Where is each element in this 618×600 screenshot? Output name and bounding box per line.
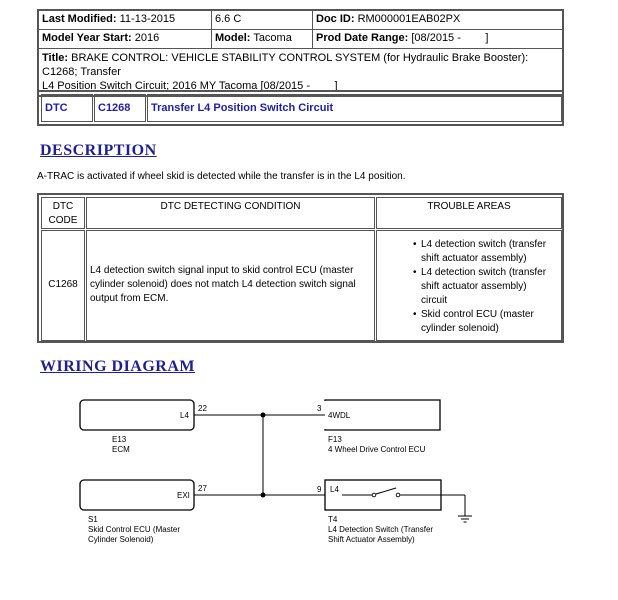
switch-lever xyxy=(376,488,396,494)
wiring-diagram-heading: WIRING DIAGRAM xyxy=(40,358,195,375)
title-cell: Title: BRAKE CONTROL: VEHICLE STABILITY CONTROL SYSTEM (for Hydraulic Brake Booster): C1268; Transfer L4 Position Switch Circuit; 2016 MY Tacoma [08/2015 - ] xyxy=(38,49,563,97)
dtc-name: Transfer L4 Position Switch Circuit xyxy=(147,94,562,122)
model-value: Tacoma xyxy=(253,32,292,44)
prod-date-value: [08/2015 - ] xyxy=(411,32,489,44)
ecm-box xyxy=(80,400,194,430)
row-condition: L4 detection switch signal input to skid control ECU (master cylinder solenoid) does not match L4 detection switch signal output from ECM. xyxy=(86,230,375,341)
skid-code: S1 xyxy=(88,515,98,524)
trouble-area-item: • L4 detection switch (transfer shift actuator assembly) xyxy=(411,238,558,266)
version-cell: 6.6 C xyxy=(212,10,313,30)
ecm-pin-number: 22 xyxy=(198,404,207,413)
switch-pin-label: L4 xyxy=(330,485,339,494)
col-trouble-areas-header: TROUBLE AREAS xyxy=(376,197,562,229)
skid-name-line1: Skid Control ECU (Master xyxy=(88,525,181,534)
fdcu-pin-label: 4WDL xyxy=(328,411,351,420)
doc-id-value: RM000001EAB02PX xyxy=(357,13,461,25)
skid-name-line2: Cylinder Solenoid) xyxy=(88,535,154,544)
trouble-area-item: • L4 detection switch (transfer shift actuator assembly) circuit xyxy=(411,266,558,308)
model-cell: Model: Tacoma xyxy=(212,30,313,49)
prod-date-cell: Prod Date Range: [08/2015 - ] xyxy=(313,30,564,49)
doc-id-cell: Doc ID: RM000001EAB02PX xyxy=(313,10,564,30)
model-year-cell: Model Year Start: 2016 xyxy=(38,30,212,49)
row-dtc-code: C1268 xyxy=(41,230,85,341)
trouble-area-item: • Skid control ECU (master cylinder solenoid) xyxy=(411,308,558,336)
fdcu-name: 4 Wheel Drive Control ECU xyxy=(328,445,426,454)
title-line2: L4 Position Switch Circuit; 2016 MY Tacoma [08/2015 - ] xyxy=(42,80,338,92)
fdcu-pin-number: 3 xyxy=(317,404,322,413)
last-modified-value: 11-13-2015 xyxy=(119,13,176,25)
col-condition-header: DTC DETECTING CONDITION xyxy=(86,197,375,229)
switch-contact-right xyxy=(396,493,400,497)
switch-contact-left xyxy=(372,493,376,497)
switch-code: T4 xyxy=(328,515,338,524)
switch-pin-number: 9 xyxy=(317,485,322,494)
description-heading: DESCRIPTION xyxy=(40,142,157,159)
switch-name-line1: L4 Detection Switch (Transfer xyxy=(328,525,434,534)
model-year-value: 2016 xyxy=(134,32,160,44)
fdcu-code: F13 xyxy=(328,435,342,444)
junction-dot-bottom xyxy=(261,493,266,498)
title-line1: BRAKE CONTROL: VEHICLE STABILITY CONTROL SYSTEM (for Hydraulic Brake Booster): C1268; Transfer xyxy=(42,52,529,78)
ecm-name: ECM xyxy=(112,445,130,454)
switch-name-line2: Shift Actuator Assembly) xyxy=(328,535,415,544)
description-text: A-TRAC is activated if wheel skid is detected while the transfer is in the L4 position. xyxy=(37,171,406,182)
last-modified-cell: Last Modified: 11-13-2015 xyxy=(38,10,212,30)
skid-pin-label: EXI xyxy=(177,491,190,500)
dtc-code: C1268 xyxy=(94,94,146,122)
junction-dot-top xyxy=(261,413,266,418)
col-dtc-code-header: DTC CODE xyxy=(41,197,85,229)
ecm-code: E13 xyxy=(112,435,127,444)
skid-pin-number: 27 xyxy=(198,484,207,493)
ecm-pin-label: L4 xyxy=(180,411,189,420)
dtc-label: DTC xyxy=(41,94,93,122)
